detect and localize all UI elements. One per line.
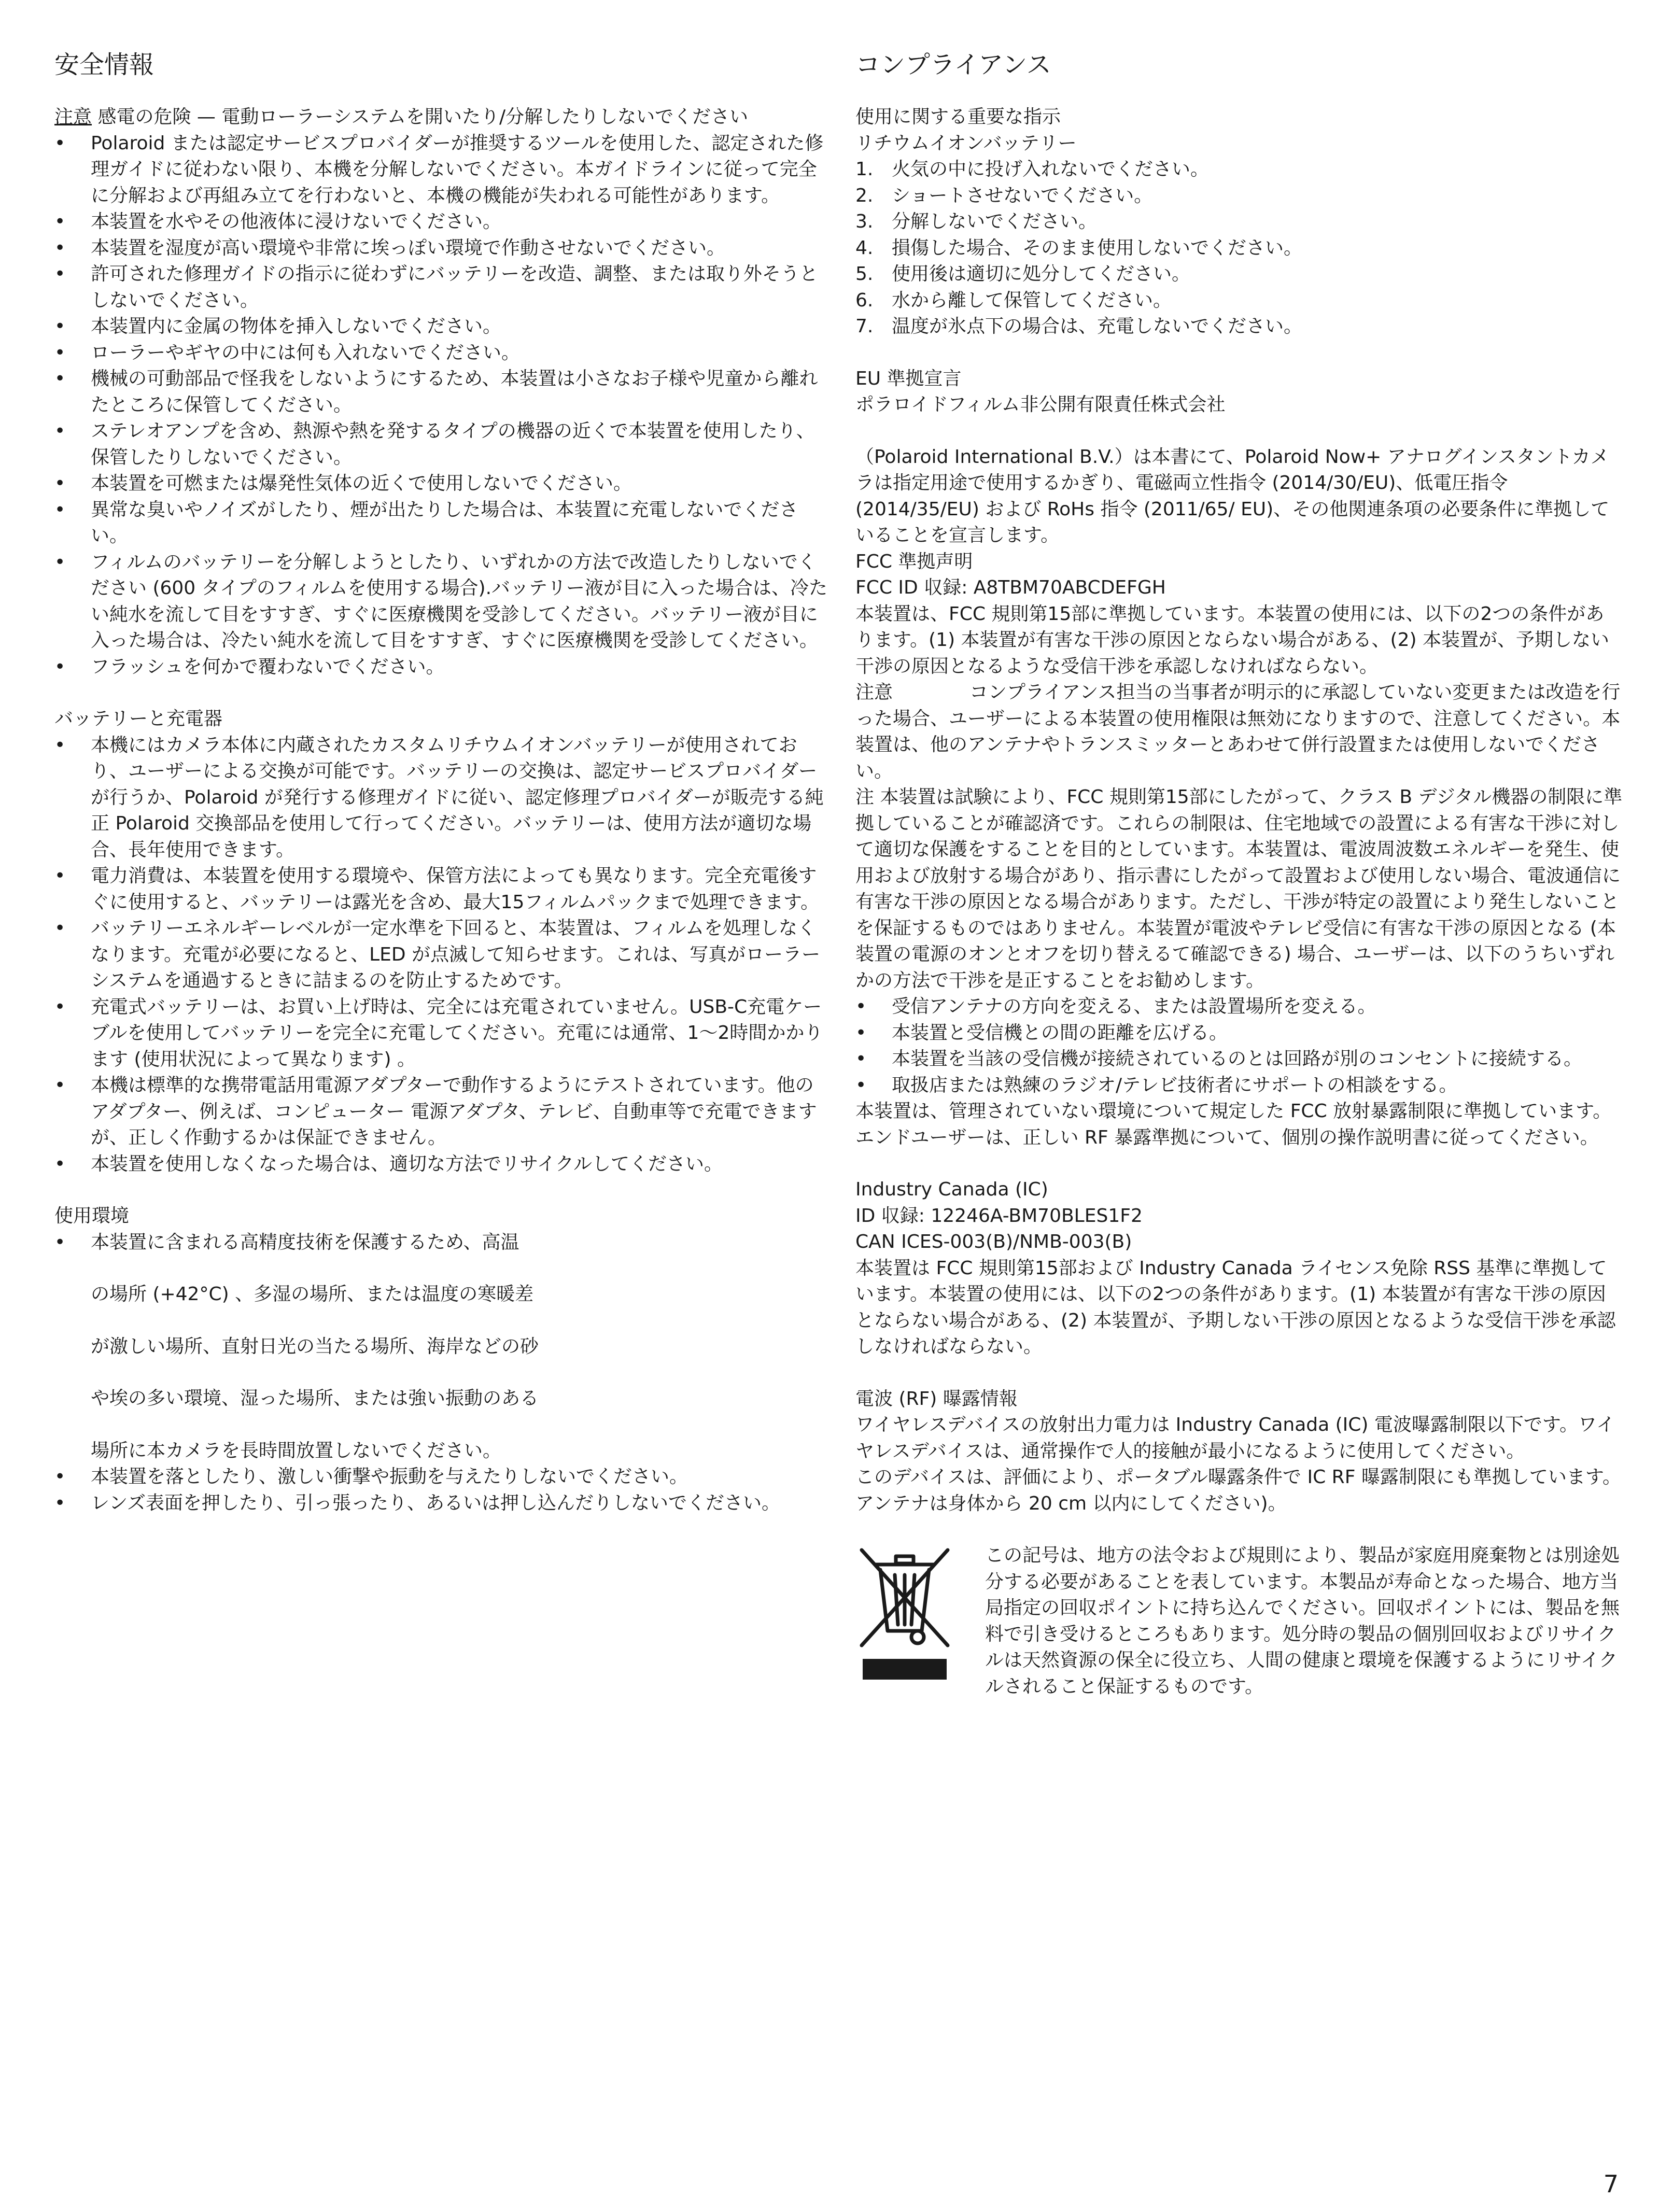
weee-text: この記号は、地方の法令および規則により、製品が家庭用廃棄物とは別途処分する必要があることを表しています。本製品が寿命となった場合、地方当局指定の回収ポイントに持ち込んでください。回収ポイントには、製品を無料で引き受けるところもあります。処分時の製品の個別回収およびリサイクルは天然資源の保全に役立ち、人間の健康と環境を保護するようにリサイクルされること保証するものです。 [985, 1545, 1620, 1697]
caution-label: 注意 [855, 682, 893, 703]
item-text: 水から離して保管してください。 [892, 289, 1172, 311]
env-line: が激しい場所、直射日光の当たる場所、海岸などの砂 [91, 1335, 539, 1357]
item-number: 6. [855, 289, 874, 311]
environment-list [54, 1230, 832, 1517]
list-item [855, 209, 1623, 235]
rf-fcc-text: 本装置は、管理されていない環境について規定した FCC 放射暴露制限に準拠しています。エンドユーザーは、正しい RF 暴露準拠について、個別の操作説明書に従ってください。 [855, 1101, 1612, 1148]
battery-instructions [855, 157, 1623, 340]
safety-title: 安全情報 [54, 50, 154, 79]
battery-list [54, 732, 832, 1178]
env-line: や埃の多い環境、湿った場所、または強い振動のある [91, 1388, 539, 1409]
caution-paragraph [855, 680, 1623, 784]
fcc-heading: FCC 準拠声明 [855, 551, 973, 572]
item-number: 2. [855, 185, 874, 206]
ic-can: CAN ICES-003(B)/NMB-003(B) [855, 1231, 1132, 1252]
usage-heading: 使用に関する重要な指示 [855, 106, 1061, 128]
eu-company: ポラロイドフィルム非公開有限責任株式会社 [855, 394, 1226, 415]
list-item: • 本機にはカメラ本体に内蔵されたカスタムリチウムイオンバッテリーが使用されており、ユーザーによる交換が可能です。バッテリーの交換は、認定サービスプロバイダーが行うか、Polaroid が発行する修理ガイドに従い、認定修理プロバイダーが販売する純正 Polaroid 交換部品を使用して行ってください。バッテリーは、使用方法が適切な場合、長年使用できます。 [54, 732, 832, 864]
list-item: • レンズ表面を押したり、引っ張ったり、あるいは押し込んだりしないでください。 [54, 1490, 832, 1517]
fcc-id: FCC ID 収録: A8TBM70ABCDEFGH [855, 577, 1166, 598]
list-item: • 異常な臭いやノイズがしたり、煙が出たりした場合は、本装置に充電しないでください。 [54, 497, 832, 550]
left-column [54, 49, 832, 1516]
weee-section [855, 1543, 1623, 1700]
fcc-part15: 本装置は、FCC 規則第15部に準拠しています。本装置の使用には、以下の2つの条件があります。(1) 本装置が有害な干渉の原因とならない場合がある、(2) 本装置が、予期しない干渉の原因となるような受信干渉を承認しなければならない。 [855, 603, 1609, 677]
item-text: 温度が氷点下の場合は、充電しないでください。 [892, 316, 1303, 337]
page-number: 7 [1603, 2170, 1619, 2198]
rf-text-1: ワイヤレスデバイスの放射出力電力は Industry Canada (IC) 電波曝露制限以下です。ワイヤレスデバイスは、通常操作で人的接触が最小になるように使用してください。 [855, 1414, 1615, 1462]
list-item: • 本装置内に金属の物体を挿入しないでください。 [54, 314, 832, 340]
caution-text: コンプライアンス担当の当事者が明示的に承認していない変更または改造を行った場合、ユーザーによる本装置の使用権限は無効になりますので、注意してください。本装置は、他のアンテナやトランスミッターとあわせて併行設置または使用しないでください。 [855, 682, 1621, 782]
list-item: • 本装置を水やその他液体に浸けないでください。 [54, 209, 832, 235]
list-item: • 電力消費は、本装置を使用する環境や、保管方法によっても異なります。完全充電後すぐに使用すると、バッテリーは露光を含め、最大15フィルムパックまで処理できます。 [54, 863, 832, 915]
list-item: • 本装置を可燃または爆発性気体の近くで使用しないでください。 [54, 471, 832, 497]
eu-heading: EU 準拠宣言 [855, 368, 962, 389]
env-line: • 本装置に含まれる高精度技術を保護するため、高温 [91, 1231, 519, 1253]
list-item [855, 288, 1623, 314]
battery-title: バッテリーと充電器 [54, 708, 223, 729]
item-number: 5. [855, 263, 874, 285]
safety-list [54, 131, 832, 681]
list-item [855, 314, 1623, 340]
fcc-note: 注 本装置は試験により、FCC 規則第15部にしたがって、クラス B デジタル機器の制限に準拠していることが確認済です。これらの制限は、住宅地域での設置による有害な干渉に対して適切な保護をすることを目的としています。本装置は、電波周波数エネルギーを発生、使用および放射する場合があり、指示書にしたがって設置および使用しない場合、電波通信に有害な干渉の原因となる場合があります。ただし、干渉が特定の設置により発生しないことを保証するものではありません。本装置が電波やテレビ受信に有害な干渉の原因となる (本装置の電源のオンとオフを切り替えるて確認できる) 場合、ユーザーは、以下のうちいずれかの方法で干渉を是正することをお勧めします。 [855, 786, 1623, 991]
list-item: • フィルムのバッテリーを分解しようとしたり、いずれかの方法で改造したりしないでください (600 タイプのフィルムを使用する場合).バッテリー液が目に入った場合は、冷たい純水を流して目をすすぎ、すぐに医療機関を受診してください。バッテリー液が目に入った場合は、冷たい純水を流して目をすすぎ、すぐに医療機関を受診してください。 [54, 550, 832, 654]
list-item: • 機械の可動部品で怪我をしないようにするため、本装置は小さなお子様や児童から離れたところに保管してください。 [54, 366, 832, 418]
list-item [855, 235, 1623, 262]
warning-label: 注意 [54, 106, 92, 128]
list-item [54, 1230, 832, 1464]
list-item: • 本装置を落としたり、激しい衝撃や振動を与えたりしないでください。 [54, 1464, 832, 1490]
environment-title: 使用環境 [54, 1205, 130, 1227]
list-item: • 受信アンテナの方向を変える、または設置場所を変える。 [855, 994, 1623, 1020]
list-item [855, 261, 1623, 288]
battery-heading: リチウムイオンバッテリー [855, 132, 1077, 154]
rf-heading: 電波 (RF) 曝露情報 [855, 1388, 1018, 1410]
env-line: の場所 (+42°C) 、多湿の場所、または温度の寒暖差 [91, 1284, 534, 1305]
list-item [855, 157, 1623, 183]
list-item: • 本装置を使用しなくなった場合は、適切な方法でリサイクルしてください。 [54, 1151, 832, 1178]
item-number: 7. [855, 316, 874, 337]
compliance-title: コンプライアンス [855, 50, 1051, 79]
item-number: 3. [855, 211, 874, 232]
safety-warning [54, 104, 832, 131]
item-text: 分解しないでください。 [892, 211, 1098, 232]
list-item: • フラッシュを何かで覆わないでください。 [54, 654, 832, 681]
remedies-list [855, 994, 1623, 1098]
list-item: • 本装置を当該の受信機が接続されているのとは回路が別のコンセントに接続する。 [855, 1046, 1623, 1073]
env-line: 場所に本カメラを長時間放置しないでください。 [91, 1440, 502, 1461]
list-item: • 取扱店または熟練のラジオ/テレビ技術者にサポートの相談をする。 [855, 1073, 1623, 1099]
list-item: • 本装置を湿度が高い環境や非常に埃っぽい環境で作動させないでください。 [54, 235, 832, 262]
eu-declaration: （Polaroid International B.V.）は本書にて、Polaroid Now+ アナログインスタントカメラは指定用途で使用するかぎり、電磁両立性指令 (2014/30/EU)、低電圧指令 (2014/35/EU) および RoHs 指令 (2011/65/ EU)、その他関連条項の必要条件に準拠していることを宣言します。 [855, 446, 1610, 546]
item-text: 火気の中に投げ入れないでください。 [892, 159, 1210, 180]
list-item: • 本機は標準的な携帯電話用電源アダプターで動作するようにテストされています。他の アダプター、例えば、コンピューター 電源アダプタ、テレビ、自動車等で充電できますが、正しく作動するかは保証できません。 [54, 1073, 832, 1151]
item-number: 1. [855, 159, 874, 180]
item-number: 4. [855, 237, 874, 259]
weee-crossed-bin-icon [855, 1543, 954, 1690]
ic-text: 本装置は FCC 規則第15部および Industry Canada ライセンス免除 RSS 基準に準拠しています。本装置の使用には、以下の2つの条件があります。(1) 本装置が有害な干渉の原因とならない場合がある、(2) 本装置が、予期しない干渉の原因となるような受信干渉を承認しなければならない。 [855, 1257, 1616, 1357]
list-item: • ローラーやギヤの中には何も入れないでください。 [54, 340, 832, 367]
right-column [855, 49, 1623, 1700]
list-item: • 本装置と受信機との間の距離を広げる。 [855, 1020, 1623, 1047]
rf-text-2: このデバイスは、評価により、ポータブル曝露条件で IC RF 曝露制限にも準拠しています。アンテナは身体から 20 cm 以内にしてください)。 [855, 1467, 1621, 1514]
list-item: • バッテリーエネルギーレベルが一定水準を下回ると、本装置は、フィルムを処理しなくなります。充電が必要になると、LED が点滅して知らせます。これは、写真がローラーシステムを通過するときに詰まるのを防止するためです。 [54, 915, 832, 994]
list-item: • Polaroid または認定サービスプロバイダーが推奨するツールを使用した、認定された修理ガイドに従わない限り、本機を分解しないでください。本ガイドラインに従って完全に分解および再組み立てを行わないと、本機の機能が失われる可能性があります。 [54, 131, 832, 209]
list-item: • 許可された修理ガイドの指示に従わずにバッテリーを改造、調整、または取り外そうとしないでください。 [54, 261, 832, 314]
item-text: 使用後は適切に処分してください。 [892, 263, 1191, 285]
list-item: • 充電式バッテリーは、お買い上げ時は、完全には充電されていません。USB-C充電ケーブルを使用してバッテリーを完全に充電してください。充電には通常、1～2時間かかります (使用状況によって異なります) 。 [54, 994, 832, 1073]
list-item [855, 183, 1623, 209]
item-text: ショートさせないでください。 [892, 185, 1153, 206]
item-text: 損傷した場合、そのまま使用しないでください。 [892, 237, 1303, 259]
list-item: • ステレオアンプを含め、熱源や熱を発するタイプの機器の近くで本装置を使用したり、保管したりしないでください。 [54, 418, 832, 471]
ic-id: ID 収録: 12246A-BM70BLES1F2 [855, 1205, 1143, 1227]
ic-heading: Industry Canada (IC) [855, 1179, 1048, 1200]
warning-text: 感電の危険 — 電動ローラーシステムを開いたり/分解したりしないでください [92, 106, 749, 128]
